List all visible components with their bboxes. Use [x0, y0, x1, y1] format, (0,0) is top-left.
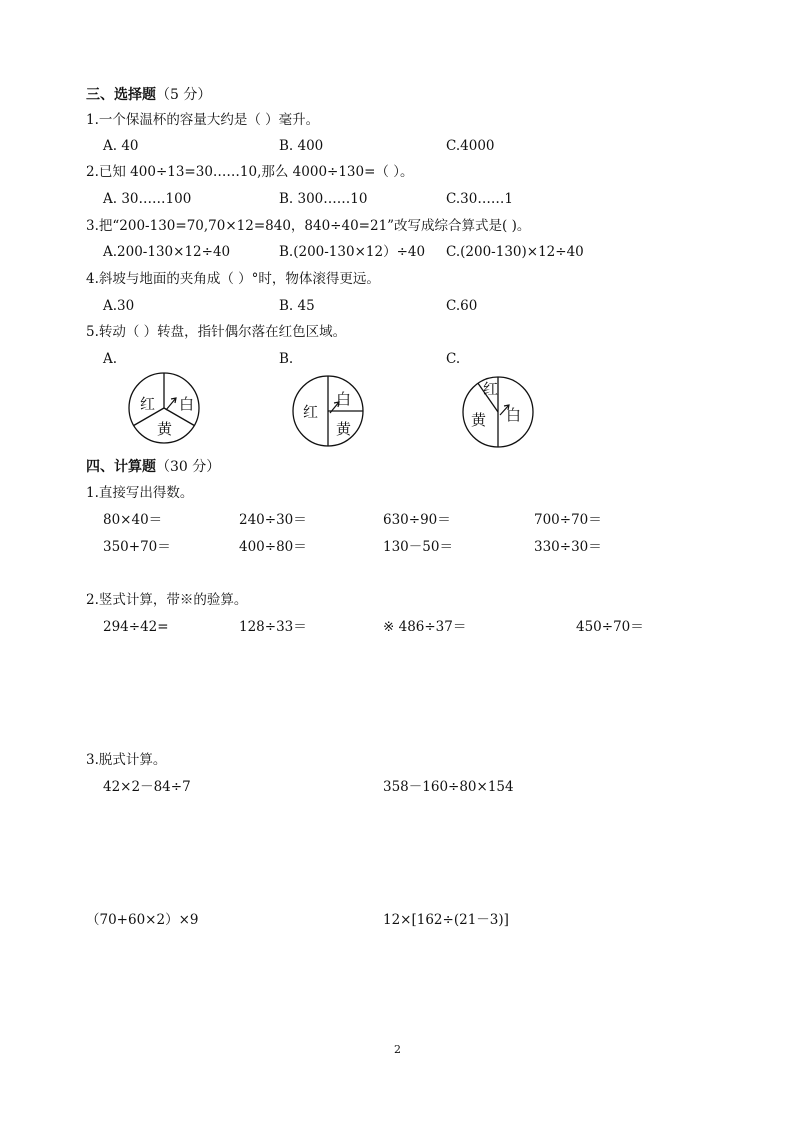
q2-option-b: B. 300……10: [279, 191, 368, 207]
oral-calc-item: 80×40＝: [103, 512, 163, 528]
oral-calc-item: 330÷30＝: [534, 539, 602, 555]
q3-stem: 3.把“200-130=70,70×12=840，840÷40=21”改写成综合算式是( )。: [86, 218, 531, 234]
q3-option-c: C.(200-130)×12÷40: [446, 244, 584, 260]
stepwise-calc-item: （70+60×2）×9: [86, 912, 199, 928]
q1-option-b: B. 400: [279, 138, 324, 154]
oral-calc-item: 130－50＝: [383, 539, 453, 555]
oral-calc-item: 400÷80＝: [239, 539, 307, 555]
oral-calc-item: 240÷30＝: [239, 512, 307, 528]
section4-title: 四、计算题: [86, 459, 156, 475]
q2-option-c: C.30……1: [446, 191, 513, 207]
q1-option-a: A. 40: [103, 138, 139, 154]
section3-heading: [86, 88, 211, 102]
spinner-c-red-label: 红: [483, 380, 499, 398]
spinner-a: [126, 370, 202, 446]
q5-option-b: B.: [279, 351, 294, 367]
q3-option-b: B.(200-130×12）÷40: [279, 244, 426, 260]
calc-q3-title: 3.脱式计算。: [86, 752, 167, 768]
spinner-b-yellow-label: 黄: [336, 420, 352, 438]
spinner-a-white-label: 白: [179, 395, 195, 413]
vertical-calc-item: 450÷70＝: [576, 619, 644, 635]
spinner-c: [460, 374, 536, 450]
oral-calc-item: 630÷90＝: [383, 512, 451, 528]
stepwise-calc-item: 42×2－84÷7: [103, 779, 191, 795]
q4-option-b: B. 45: [279, 298, 315, 314]
q3-option-a: A.200-130×12÷40: [103, 244, 231, 260]
section3-title: 三、选择题: [86, 87, 156, 103]
stepwise-calc-item: 12×[162÷(21－3)]: [383, 912, 509, 928]
section3-note: （5 分）: [156, 87, 212, 103]
q1-option-c: C.4000: [446, 138, 495, 154]
spinner-c-white-label: 白: [506, 406, 522, 424]
oral-calc-item: 700÷70＝: [534, 512, 602, 528]
spinner-a-red-label: 红: [140, 395, 156, 413]
calc-q2-title: 2.竖式计算，带※的验算。: [86, 592, 248, 608]
spinner-b-red-label: 红: [303, 403, 319, 421]
q4-option-c: C.60: [446, 298, 478, 314]
q5-stem: 5.转动（ ）转盘，指针偶尔落在红色区域。: [86, 324, 347, 340]
calc-q1-title: 1.直接写出得数。: [86, 485, 194, 501]
spinner-c-yellow-label: 黄: [471, 411, 487, 429]
spinner-b-white-label: 白: [336, 390, 352, 408]
page-number: 2: [394, 1043, 401, 1056]
q4-stem: 4.斜坡与地面的夹角成（ ）°时，物体滚得更远。: [86, 271, 380, 287]
q2-option-a: A. 30……100: [103, 191, 192, 207]
stepwise-calc-item: 358－160÷80×154: [383, 779, 514, 795]
q5-option-a: A.: [103, 351, 118, 367]
section4-note: （30 分）: [156, 459, 221, 475]
q2-stem: 2.已知 400÷13=30……10,那么 4000÷130=（ ）。: [86, 164, 414, 180]
spinner-b: [290, 373, 366, 449]
q5-option-c: C.: [446, 351, 461, 367]
q1-stem: 1.一个保温杯的容量大约是（ ）毫升。: [86, 112, 320, 128]
q4-option-a: A.30: [103, 298, 135, 314]
section4-heading: [86, 460, 220, 474]
vertical-calc-item: 294÷42=: [103, 619, 169, 635]
spinner-a-yellow-label: 黄: [157, 420, 173, 438]
vertical-calc-item: ※ 486÷37＝: [383, 619, 467, 635]
oral-calc-item: 350+70＝: [103, 539, 171, 555]
spinner-pointer: [166, 398, 176, 410]
vertical-calc-item: 128÷33＝: [239, 619, 307, 635]
